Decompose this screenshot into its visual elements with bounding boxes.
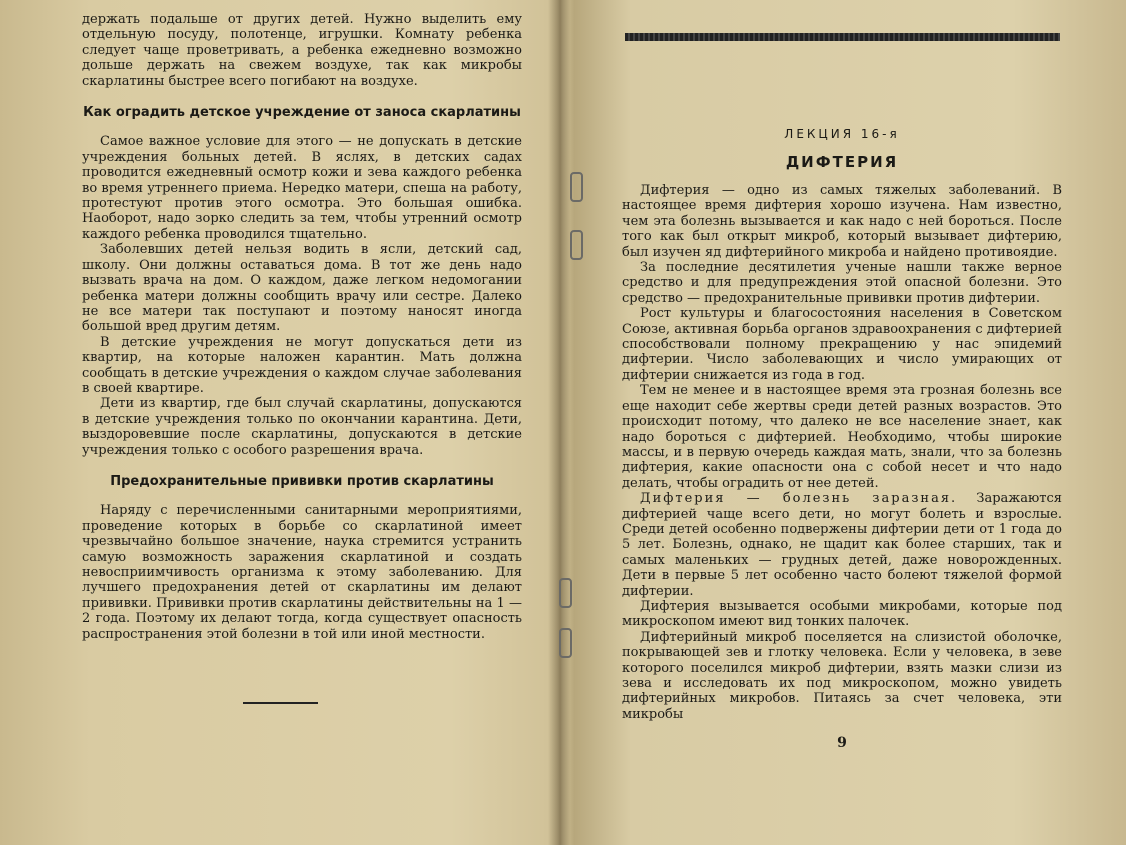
paragraph: Дети из квартир, где был случай скарлатины, допускаются в детские учреждения только по окончании карантина. Дети, выздоровевшие после скарлатины, допускаются в детские учреждения только с особого разрешения врача. — [82, 396, 522, 458]
paragraph — [622, 491, 1062, 599]
chapter-title: ДИФТЕРИЯ — [785, 153, 899, 171]
opening-paragraph: держать подальше от других детей. Нужно выделить ему отдельную посуду, полотенце, игрушки. Комнату ребенка следует чаще проветривать, а ребенка ежедневно возможно дольше держать на свежем воздухе, так как микробы скарлатины быстрее всего погибают на воздухе. — [82, 12, 522, 89]
paragraph: Рост культуры и благосостояния населения в Советском Союзе, активная борьба органов здравоохранения с дифтерией способствовали полному прекращению у нас эпидемий дифтерии. Число заболевающих и число умирающих от дифтерии снижается из года в год. — [622, 306, 1062, 383]
paragraph: В детские учреждения не могут допускаться дети из квартир, на которые наложен карантин. Мать должна сообщать в детские учреждения о каждом случае заболевания в своей квартире. — [82, 334, 522, 396]
paragraph: За последние десятилетия ученые нашли также верное средство и для предупреждения этой опасной болезни. Это средство — предохранительные прививки против дифтерии. — [622, 260, 1062, 306]
paragraph-rest: Заражаются дифтерией чаще всего дети, но могут болеть и взрослые. Среди детей особенно подвержены дифтерии дети от 1 года до 5 лет. Болезнь, однако, не щадит как более старших, так и самых маленьких — грудных детей, даже новорожденных. Дети в первые 5 лет особенно часто болеют тяжелой формой дифтерии. — [622, 491, 1062, 599]
header-rule — [625, 33, 1060, 41]
paragraph: Самое важное условие для этого — не допускать в детские учреждения больных детей. В яслях, в детских садах проводится ежедневный осмотр кожи и зева каждого ребенка во время утреннего приема. Нередко матери, спеша на работу, протестуют против этого осмотра. Это большая ошибка. Наоборот, надо зорко следить за тем, чтобы утренний осмотр каждого ребенка проводился тщательно. — [82, 134, 522, 242]
section-heading: Предохранительные прививки против скарлатины — [110, 473, 494, 489]
paragraph: Дифтерийный микроб поселяется на слизистой оболочке, покрывающей зев и глотку человека. Если у человека, в зеве которого поселился микроб дифтерии, взять мазки слизи из зева и исследовать их под микроскопом, можно увидеть дифтерийных микробов. Питаясь за счет человека, эти микробы — [622, 629, 1062, 722]
left-page — [0, 0, 556, 845]
paragraph: Наряду с перечисленными санитарными мероприятиями, проведение которых в борьбе со скарлатиной имеет чрезвычайно большое значение, наука стремится устранить самую возможность заражения скарлатиной и создать невосприимчивость организма к этому заболеванию. Для лучшего предохранения детей от скарлатины им делают прививки. Прививки против скарлатины действительны на 1 — 2 года. Поэтому их делают тогда, когда существует опасность распространения этой болезни в той или иной местности. — [82, 503, 522, 642]
left-text-column — [82, 12, 522, 642]
paragraph: Дифтерия вызывается особыми микробами, которые под микроскопом имеют вид тонких палочек. — [622, 598, 1062, 630]
paragraph: Тем не менее и в настоящее время эта грозная болезнь все еще находит себе жертвы среди детей разных возрастов. Это происходит потому, что далеко не все население знает, как надо бороться с дифтерией. Необходимо, чтобы широкие массы, и в первую очередь каждая мать, знали, что за болезнь дифтерия, какие опасности она с собой несет и что надо делать, чтобы оградить от нее детей. — [622, 383, 1062, 491]
paragraph: Дифтерия — одно из самых тяжелых заболеваний. В настоящее время дифтерия хорошо изучена. Нам известно, чем эта болезнь вызывается и как надо с ней бороться. После того как был открыт микроб, который вызывает дифтерию, был изучен яд дифтерийного микроба и найдено противоядие. — [622, 183, 1062, 260]
paragraph: Заболевших детей нельзя водить в ясли, детский сад, школу. Они должны оставаться дома. В тот же день надо вызвать врача на дом. О каждом, даже легком недомогании ребенка матери должны сообщить врачу или сестре. Далеко не все матери так поступают и поэтому наносят иногда большой вред другим детям. — [82, 242, 522, 335]
right-page — [560, 0, 1126, 845]
spaced-lead: Дифтерия — болезнь заразная. — [640, 491, 958, 507]
right-text-column — [622, 183, 1062, 722]
page-number: 9 — [837, 735, 847, 751]
end-rule — [243, 702, 318, 704]
section-heading: Как оградить детское учреждение от заноса скарлатины — [83, 105, 521, 121]
lecture-label: ЛЕКЦИЯ 16-я — [784, 127, 900, 141]
